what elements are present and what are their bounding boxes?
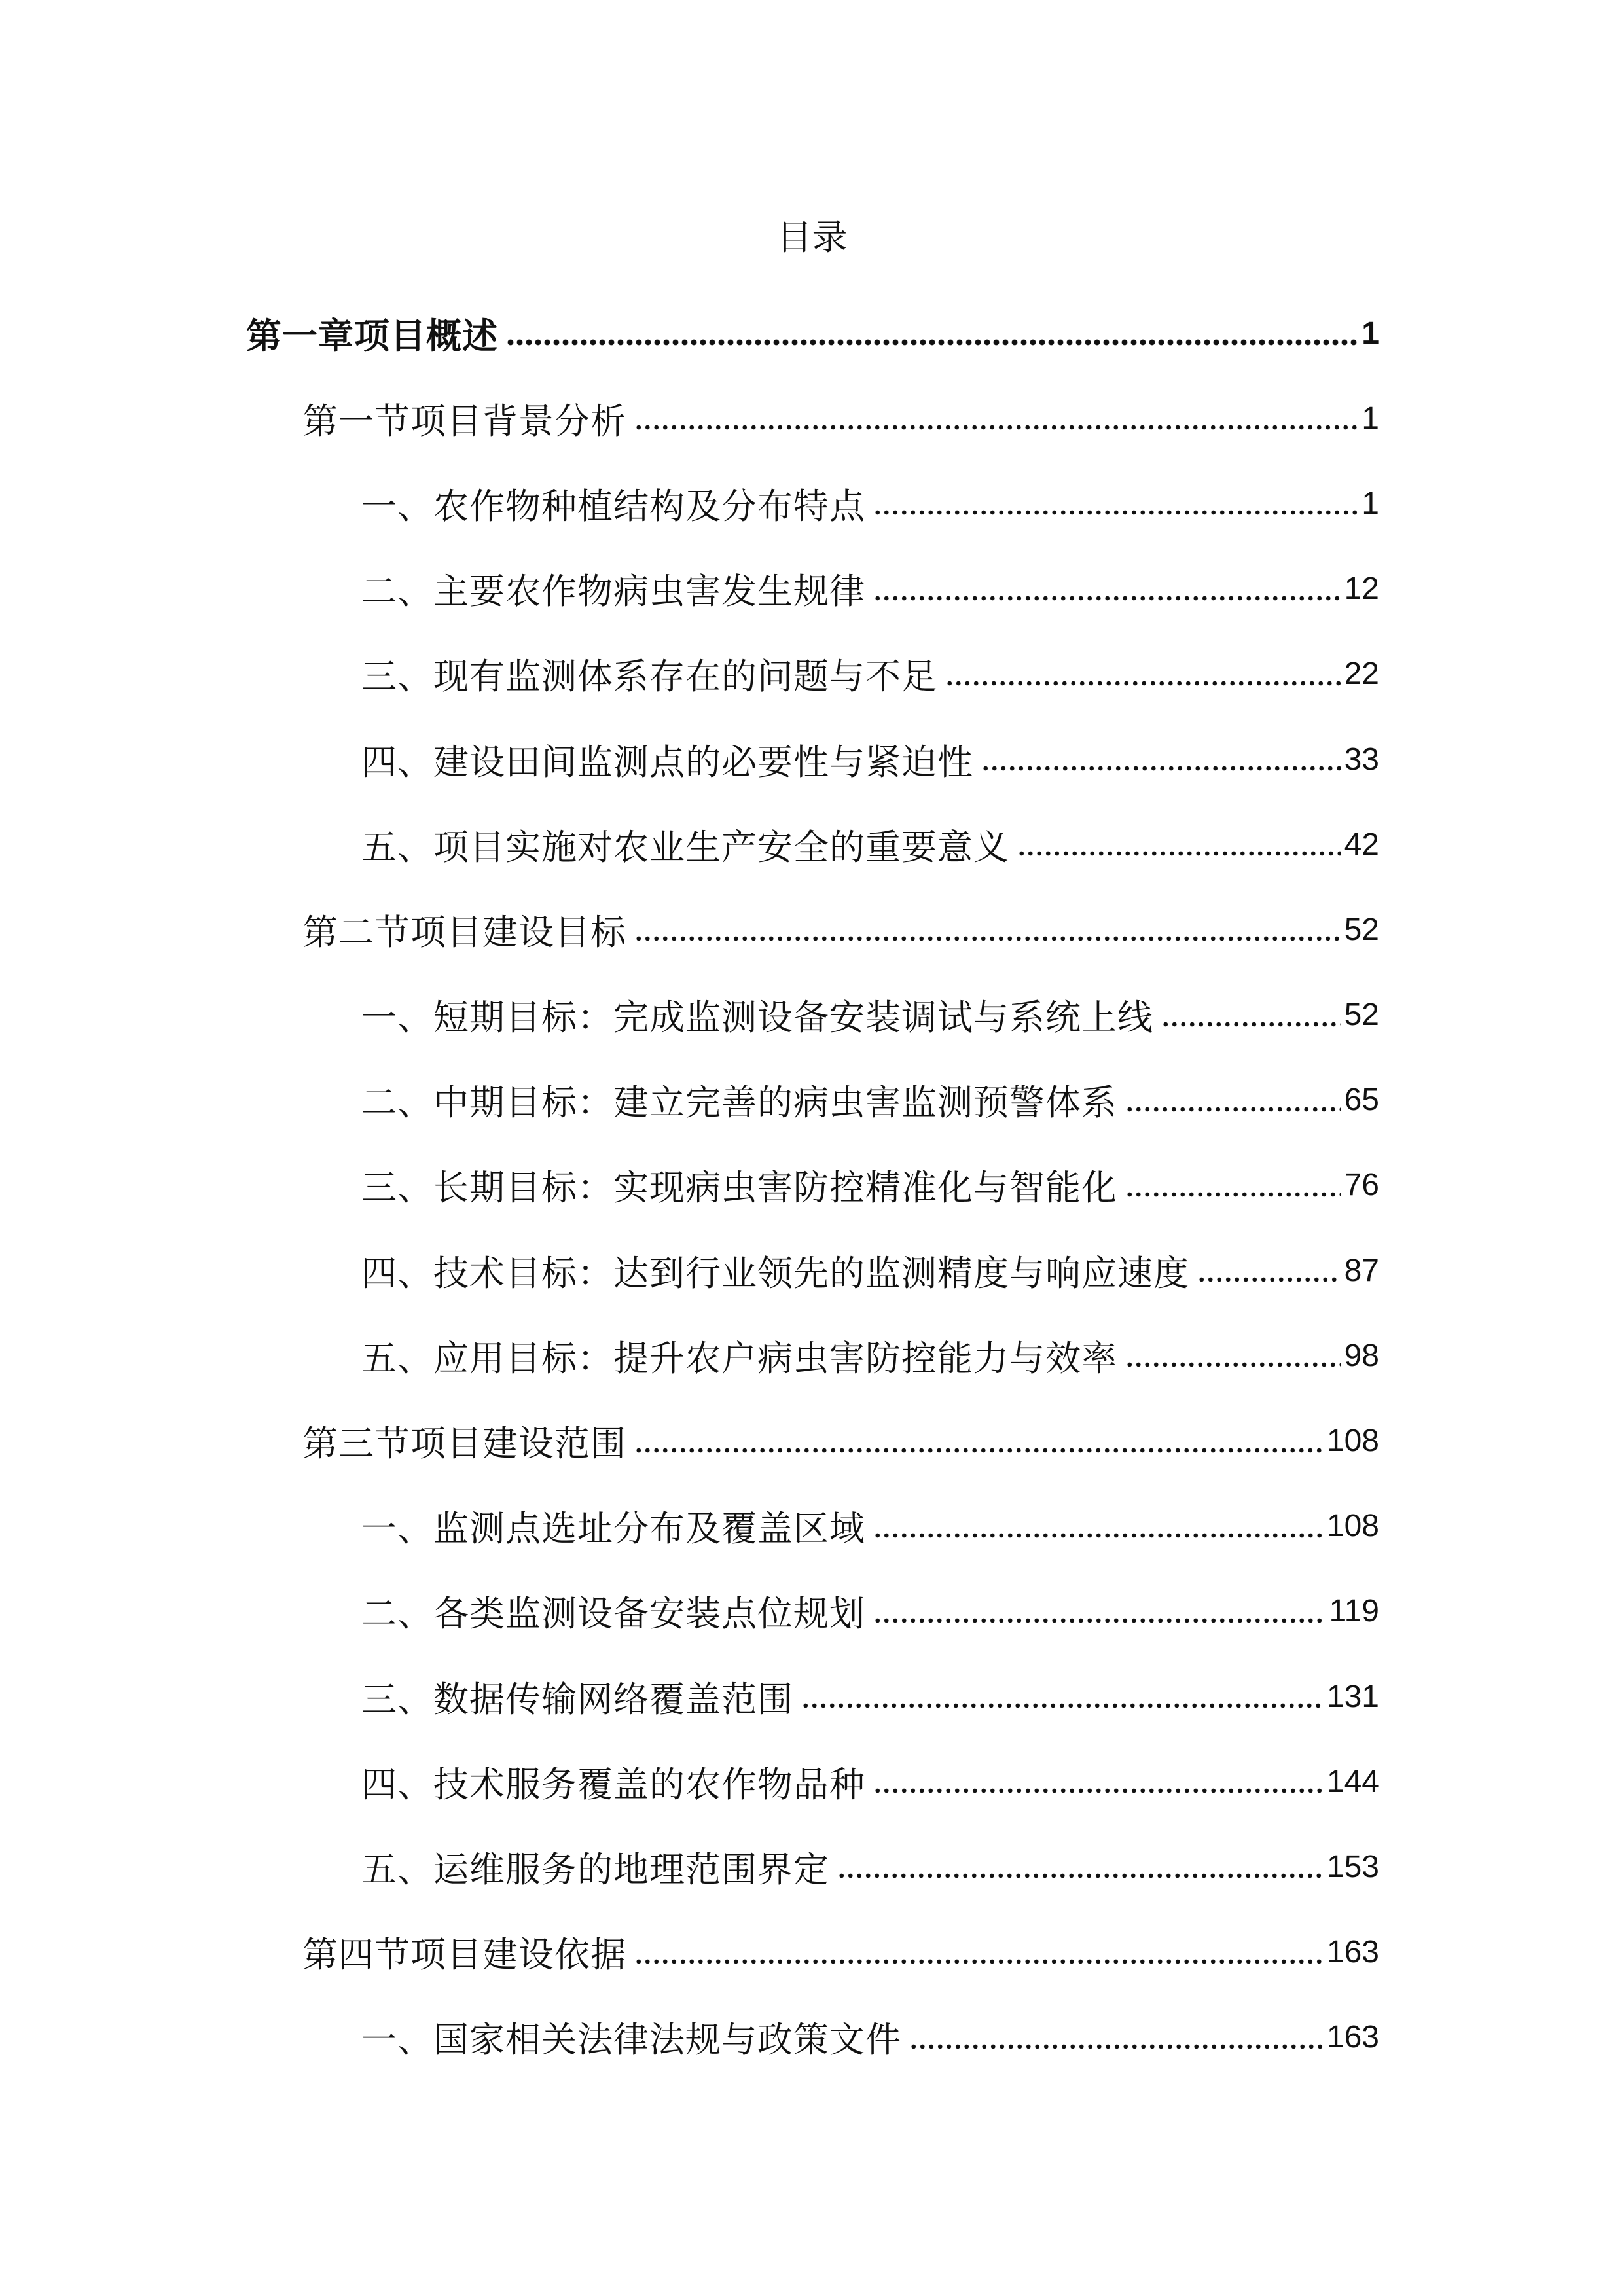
toc-page-number: 87 <box>1344 1253 1379 1288</box>
toc-list <box>0 291 1624 2080</box>
toc-entry-text: 一、短期目标：完成监测设备安装调试与系统上线 <box>361 997 1153 1039</box>
toc-entry-subsection[interactable] <box>0 1058 1624 1143</box>
dot-leader <box>506 338 1358 347</box>
dot-leader <box>1125 1105 1341 1114</box>
toc-page-number: 65 <box>1344 1083 1379 1118</box>
dot-leader <box>634 1446 1323 1455</box>
dot-leader <box>634 1957 1323 1966</box>
toc-entry-text: 第二节项目建设目标 <box>302 911 626 953</box>
toc-page-number: 42 <box>1344 827 1379 862</box>
toc-entry-text: 第四节项目建设依据 <box>302 1934 626 1976</box>
toc-page-number: 12 <box>1344 571 1379 607</box>
toc-entry-subsection[interactable] <box>0 717 1624 802</box>
toc-entry-text: 三、长期目标：实现病虫害防控精准化与智能化 <box>361 1167 1117 1209</box>
toc-entry-text: 四、建设田间监测点的必要性与紧迫性 <box>361 741 973 783</box>
toc-entry-text: 三、数据传输网络覆盖范围 <box>361 1678 793 1720</box>
toc-page-number: 144 <box>1326 1764 1379 1799</box>
toc-entry-text: 五、运维服务的地理范围界定 <box>361 1848 829 1890</box>
toc-page-number: 163 <box>1326 2020 1379 2055</box>
dot-leader <box>1161 1020 1341 1029</box>
dot-leader <box>634 423 1358 432</box>
toc-page-number: 1 <box>1362 401 1379 436</box>
toc-entry-text: 四、技术服务覆盖的农作物品种 <box>361 1763 865 1805</box>
toc-entry-subsection[interactable] <box>0 1228 1624 1313</box>
dot-leader <box>634 934 1341 943</box>
toc-entry-section[interactable] <box>0 1398 1624 1483</box>
toc-page-number: 33 <box>1344 742 1379 777</box>
toc-entry-subsection[interactable] <box>0 547 1624 632</box>
toc-page-number: 108 <box>1326 1424 1379 1459</box>
toc-entry-text: 四、技术目标：达到行业领先的监测精度与响应速度 <box>361 1252 1189 1294</box>
toc-page-number: 22 <box>1344 656 1379 692</box>
toc-entry-subsection[interactable] <box>0 1824 1624 1909</box>
dot-leader <box>909 2042 1323 2051</box>
toc-entry-subsection[interactable] <box>0 1995 1624 2080</box>
toc-page-number: 131 <box>1326 1679 1379 1714</box>
toc-page-number: 1 <box>1362 486 1379 521</box>
toc-entry-subsection[interactable] <box>0 802 1624 887</box>
toc-entry-text: 二、各类监测设备安装点位规划 <box>361 1593 865 1635</box>
toc-page-number: 1 <box>1362 315 1379 351</box>
dot-leader <box>801 1701 1323 1710</box>
toc-entry-subsection[interactable] <box>0 1569 1624 1654</box>
toc-entry-subsection[interactable] <box>0 1484 1624 1569</box>
toc-entry-text: 五、项目实施对农业生产安全的重要意义 <box>361 826 1009 868</box>
toc-entry-section[interactable] <box>0 1910 1624 1995</box>
toc-page-number: 163 <box>1326 1935 1379 1970</box>
toc-entry-subsection[interactable] <box>0 1313 1624 1398</box>
dot-leader <box>945 679 1341 688</box>
toc-page-number: 76 <box>1344 1168 1379 1203</box>
toc-entry-section[interactable] <box>0 376 1624 461</box>
toc-entry-subsection[interactable] <box>0 1654 1624 1739</box>
dot-leader <box>873 508 1358 517</box>
toc-entry-text: 一、农作物种植结构及分布特点 <box>361 485 865 527</box>
dot-leader <box>1125 1190 1341 1199</box>
toc-title: 目录 <box>776 217 848 258</box>
toc-entry-subsection[interactable] <box>0 632 1624 717</box>
toc-entry-subsection[interactable] <box>0 461 1624 546</box>
dot-leader <box>873 1786 1323 1795</box>
toc-entry-text: 五、应用目标：提升农户病虫害防控能力与效率 <box>361 1337 1117 1379</box>
dot-leader <box>873 1616 1325 1625</box>
toc-page-number: 98 <box>1344 1338 1379 1373</box>
toc-entry-text: 二、中期目标：建立完善的病虫害监测预警体系 <box>361 1082 1117 1124</box>
toc-entry-subsection[interactable] <box>0 1739 1624 1824</box>
toc-entry-subsection[interactable] <box>0 973 1624 1058</box>
toc-page-number: 52 <box>1344 997 1379 1033</box>
toc-entry-text: 第三节项目建设范围 <box>302 1423 626 1465</box>
toc-entry-section[interactable] <box>0 887 1624 972</box>
dot-leader <box>1197 1275 1341 1284</box>
toc-entry-text: 第一节项目背景分析 <box>302 400 626 442</box>
toc-page-number: 52 <box>1344 912 1379 947</box>
toc-entry-text: 二、主要农作物病虫害发生规律 <box>361 571 865 613</box>
dot-leader <box>1125 1360 1341 1369</box>
toc-entry-text: 一、国家相关法律法规与政策文件 <box>361 2019 901 2061</box>
dot-leader <box>873 1531 1323 1540</box>
toc-page-number: 119 <box>1329 1594 1379 1629</box>
toc-page-number: 153 <box>1326 1849 1379 1884</box>
toc-entry-text: 第一章项目概述 <box>246 315 498 357</box>
dot-leader <box>981 764 1341 773</box>
toc-entry-text: 一、监测点选址分布及覆盖区域 <box>361 1508 865 1550</box>
dot-leader <box>837 1871 1323 1880</box>
dot-leader <box>873 594 1341 603</box>
dot-leader <box>1017 849 1341 858</box>
toc-page-number: 108 <box>1326 1509 1379 1544</box>
toc-entry-chapter[interactable] <box>0 291 1624 376</box>
toc-entry-subsection[interactable] <box>0 1143 1624 1228</box>
toc-entry-text: 三、现有监测体系存在的问题与不足 <box>361 656 937 698</box>
